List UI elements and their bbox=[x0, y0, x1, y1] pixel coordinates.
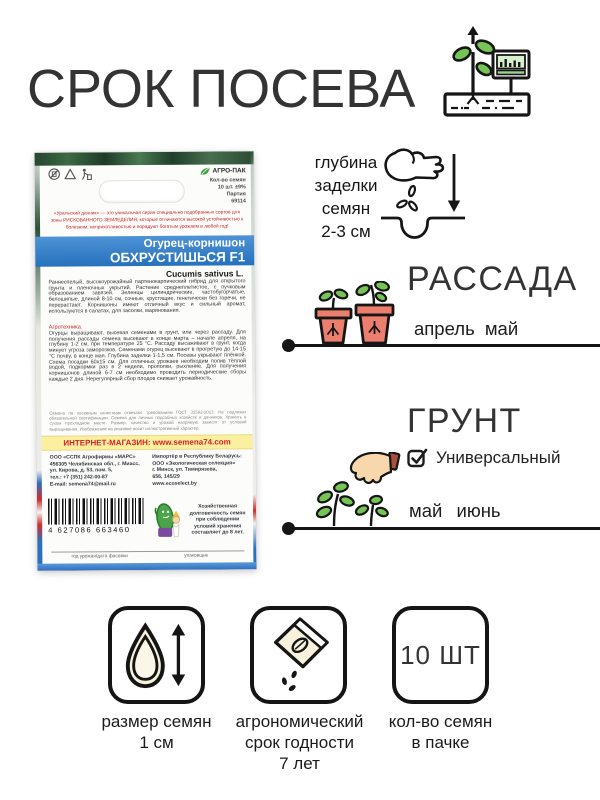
producer-address: ООО «ССПК Агрофирмы «МАРС» 456305 Челябинская обл., г. Миасс, ул. Кирова, д. 53, пом. 5, тел.: +7 (351) 242-00-87 E-mail: semena74@mail.ru bbox=[49, 454, 140, 488]
soil-type-label: Универсальный bbox=[436, 447, 561, 467]
seed-count-lot: Кол-во семян 10 шт. ±9% Партия 69114 bbox=[209, 177, 246, 205]
seed-size-icon bbox=[121, 619, 193, 691]
checkbox-checked-icon bbox=[407, 447, 428, 468]
packaging-symbols bbox=[48, 167, 93, 180]
packet-bottom-strip bbox=[37, 562, 256, 571]
barcode-bars bbox=[48, 498, 144, 525]
soil-type-row bbox=[407, 447, 561, 468]
certification-note: Семена по посевным качествам отвечают требованиям ГОСТ 32592-2013. Не подлежат обязательной сертификации. Семена для личных подсобных хозяйств и дачников. Хранить в сухом прохладном месте. Размер, качество и урожай напрямую зависят от условий выращивания. Изображение на упаковке носит иллюстративный характер. bbox=[49, 409, 247, 432]
seed-packet-pouring-icon bbox=[265, 616, 333, 694]
series-note: «Уральский дачник» — это уникальная серия специально подобранных сортов для зоны РИСКОВАННОГО ЗЕМЛЕДЕЛИЯ, которые отличаются высокой устойчивостью к болезням, неприхотливостью и порадуют богатым урожаем в любой год! bbox=[50, 210, 244, 231]
packet-top-photo-edge bbox=[35, 151, 254, 166]
rassada-months: апрель май bbox=[414, 318, 519, 339]
longevity-note: Хозяйственная долговечность семян при соблюдении условий хранения составляет до 8 лет. bbox=[189, 503, 246, 537]
cucumber-mascot-icon bbox=[152, 500, 182, 544]
section-divider bbox=[283, 344, 600, 347]
seed-packet-photo bbox=[35, 151, 257, 571]
agropak-brand bbox=[199, 166, 245, 175]
variety-name-line1: Огурец-корнишон bbox=[143, 236, 246, 250]
caption-shelf-life: агрономический срок годности 7 лет bbox=[235, 712, 364, 773]
section-title-rassada: РАССАДА bbox=[407, 260, 578, 298]
card-shelf-life bbox=[250, 606, 347, 704]
variety-name-line2: ОБХРУСТИШЬСЯ F1 bbox=[109, 248, 246, 265]
latin-name: Cucumis sativus L. bbox=[165, 268, 244, 279]
section-divider bbox=[283, 527, 600, 530]
caption-seed-count: кол-во семян в пачке bbox=[388, 712, 493, 752]
importer-address: Импортёр в Республику Беларусь: ООО «Экологическая селекция» г. Минск, ул. Тимирязева, 656, 145/29 www.ecoselect.by bbox=[152, 453, 242, 487]
seedling-pots-icon bbox=[312, 281, 396, 345]
caption-seed-size: размер семян 1 см bbox=[101, 712, 212, 752]
packer-label: упаковщик bbox=[184, 553, 209, 559]
packet-left-edge bbox=[35, 153, 43, 571]
agrotech-title: Агротехника. bbox=[48, 324, 83, 331]
section-title-grunt: ГРУНТ bbox=[407, 402, 522, 440]
tidyman-icon bbox=[80, 167, 93, 180]
hand-planting-icon bbox=[314, 452, 402, 528]
leaf-logo-icon bbox=[199, 167, 210, 176]
barcode-number: 4 627086 663460 bbox=[48, 525, 131, 535]
variety-description: Раннеспелый, высокоурожайный партенокарпический гибрид для открытого грунта и пленочных укрытий. Растение среднеплетистое, с пучковым образованием завязей. Зеленцы цилиндрические, частобугорчатые, белошипые, длиной 8-10 см, сочные, хрустящие, генетически без горечи, не перерастают. Корнишоны имеют отличный вкус и сильный аромат, используются в салатах, для засолки, маринования. bbox=[48, 278, 246, 315]
online-shop-banner: ИНТЕРНЕТ-МАГАЗИН: www.semena74.com bbox=[42, 434, 253, 450]
page-title: СРОК ПОСЕВА bbox=[27, 59, 416, 119]
harvest-date-label: год урожая/дата фасовки bbox=[71, 553, 128, 560]
euro-slot-hole bbox=[99, 180, 185, 204]
brand-name: АГРО-ПАК bbox=[212, 167, 246, 175]
packet-footer bbox=[51, 550, 244, 559]
recycling-triangle-icon bbox=[64, 167, 77, 180]
packet-right-edge bbox=[251, 151, 257, 569]
agrotech-text: Огурцы выращивают, высевая семенами в грунт, или через рассаду. Для получения рассады семена высевают в конце марта – начале апреля, на глубину 1-2 см, при температуре 25 °С. Рассаду высаживают в грунт, когда минует угроза заморозков. Семенами огурец высевают в прогретую до 14-15 °С почву, в конце мая. Глубина заделки 1-1,5 см. Посевы укрывают плёнкой. Схема посадки 60х15 см. Для отличных урожаев необходим полив тёплой водой, подкормки раз в 2 недели, прополки, рыхление. Для получения корнишонов длиной 6-7 см необходимо проводить периодические сборы каждые 2 дня. Нерегулярный сбор плодов снижает урожайность. bbox=[48, 329, 247, 383]
card-seed-count bbox=[392, 606, 489, 704]
sowing-depth-note: глубина заделки семян 2-3 см bbox=[314, 153, 378, 241]
card-seed-size bbox=[108, 606, 205, 704]
hand-sowing-seeds-icon bbox=[381, 148, 465, 240]
seed-count-value: 10 ШТ bbox=[400, 639, 481, 670]
grunt-months: май июнь bbox=[409, 500, 501, 521]
barcode bbox=[48, 492, 144, 535]
variety-name-banner bbox=[35, 235, 254, 267]
no-littering-icon bbox=[48, 168, 61, 181]
plant-growth-chart-icon bbox=[436, 24, 533, 122]
